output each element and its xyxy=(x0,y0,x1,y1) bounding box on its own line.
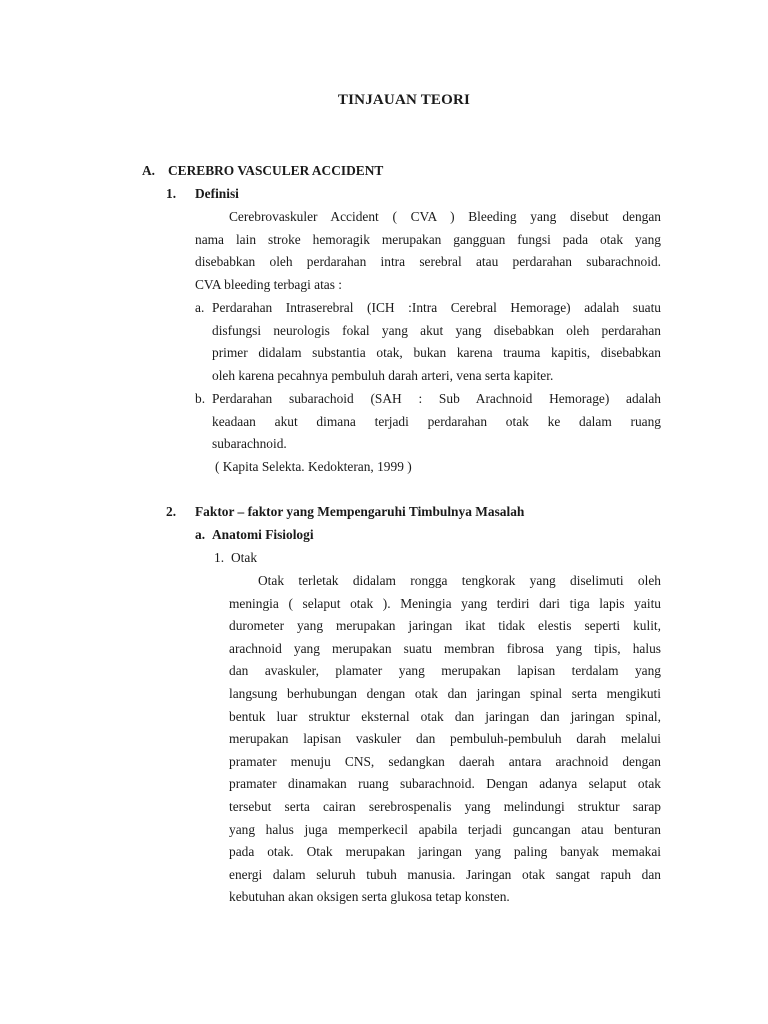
definisi-paragraph xyxy=(195,206,661,296)
paragraph-line: kebutuhan akan oksigen serta glukosa tetap konsten. xyxy=(229,889,510,905)
page-title: TINJAUAN TEORI xyxy=(337,92,471,108)
citation: ( Kapita Selekta. Kedokteran, 1999 ) xyxy=(215,459,412,474)
item-a-label: a. xyxy=(195,300,205,315)
paragraph-line: tersebut serta cairan serebrospenalis yang melindungi struktur sarap xyxy=(229,798,661,814)
paragraph-line: langsung berhubungan dengan otak dan jaringan spinal serta mengikuti xyxy=(229,685,661,701)
paragraph-line: Otak terletak didalam rongga tengkorak yang diselimuti oleh xyxy=(258,573,661,588)
paragraph-line: keadaan akut dimana terjadi perdarahan otak ke dalam ruang xyxy=(212,413,661,429)
paragraph-line: disebabkan oleh perdarahan intra serebral atau perdarahan subarachnoid. xyxy=(195,254,661,270)
paragraph-line: disfungsi neurologis fokal yang akut yang disebabkan oleh perdarahan xyxy=(212,322,661,338)
paragraph-line: pramater menuju CNS, sedangkan daerah antara arachnoid dengan xyxy=(229,753,661,769)
paragraph-line: yang halus juga memperkecil apabila terjadi guncangan atau benturan xyxy=(229,821,661,837)
paragraph-line: arachnoid yang merupakan suatu membran fibrosa yang tipis, halus xyxy=(229,640,661,656)
anatomi-heading: Anatomi Fisiologi xyxy=(212,527,314,542)
section-a-heading: CEREBRO VASCULER ACCIDENT xyxy=(168,163,384,178)
paragraph-line: pramater dinamakan ruang subarachnoid. Dengan adanya selaput otak xyxy=(229,776,661,792)
otak-number: 1. xyxy=(214,550,225,565)
otak-title: Otak xyxy=(231,550,258,565)
paragraph-line: Perdarahan Intraserebral (ICH :Intra Cerebral Hemorage) adalah suatu xyxy=(212,300,661,315)
paragraph-line: merupakan lapisan vaskuler dan pembuluh-pembuluh darah melalui xyxy=(229,731,661,747)
paragraph-line: primer didalam substantia otak, bukan karena trauma kapitis, disebabkan xyxy=(212,345,661,361)
paragraph-line: pada otak. Otak merupakan jaringan yang paling banyak memakai xyxy=(229,844,661,860)
definisi-number: 1. xyxy=(166,186,177,201)
item-a-paragraph xyxy=(212,297,661,387)
paragraph-line: dan avaskuler, plamater yang merupakan lapisan terdalam yang xyxy=(229,663,661,679)
anatomi-label: a. xyxy=(195,527,206,542)
otak-paragraph xyxy=(229,570,661,909)
paragraph-line: CVA bleeding terbagi atas : xyxy=(195,276,343,292)
definisi-heading: Definisi xyxy=(195,186,239,201)
faktor-number: 2. xyxy=(166,504,177,519)
faktor-heading: Faktor – faktor yang Mempengaruhi Timbulnya Masalah xyxy=(195,504,525,519)
paragraph-line: energi dalam seluruh tubuh manusia. Jaringan otak sangat rapuh dan xyxy=(229,866,661,882)
section-a-label: A. xyxy=(142,163,156,178)
paragraph-line: subarachnoid. xyxy=(212,436,287,452)
paragraph-line: bentuk luar struktur eksternal otak dan jaringan dan jaringan spinal, xyxy=(229,708,661,724)
item-b-label: b. xyxy=(195,391,206,406)
paragraph-line: Cerebrovaskuler Accident ( CVA ) Bleeding yang disebut dengan xyxy=(229,209,661,224)
paragraph-line: oleh karena pecahnya pembuluh darah arteri, vena serta kapiter. xyxy=(212,367,554,383)
paragraph-line: Perdarahan subarachoid (SAH : Sub Arachnoid Hemorage) adalah xyxy=(212,391,661,406)
paragraph-line: durometer yang merupakan jaringan ikat tidak elestis seperti kulit, xyxy=(229,618,661,634)
paragraph-line: nama lain stroke hemoragik merupakan gangguan fungsi pada otak yang xyxy=(195,231,661,247)
paragraph-line: meningia ( selaput otak ). Meningia yang terdiri dari tiga lapis yaitu xyxy=(229,595,661,611)
item-b-paragraph xyxy=(212,388,661,456)
